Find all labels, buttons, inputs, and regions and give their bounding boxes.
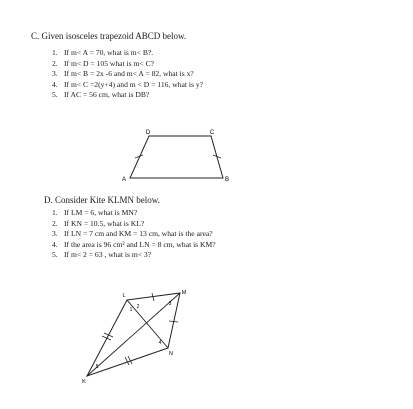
vertex-label-m: M bbox=[181, 290, 187, 296]
tick-kl-2 bbox=[104, 333, 113, 337]
question-item bbox=[52, 69, 203, 80]
diagonal-ln bbox=[127, 300, 168, 348]
section-d-questions bbox=[52, 208, 216, 261]
question-number: 5. bbox=[52, 90, 58, 100]
question-item bbox=[52, 219, 216, 230]
question-item bbox=[52, 90, 203, 101]
angle-label-4: 4 bbox=[158, 340, 162, 346]
vertex-label-n: N bbox=[169, 351, 173, 357]
question-text: If m< 2 = 63 , what is m< 3? bbox=[64, 250, 152, 260]
question-item bbox=[52, 48, 203, 59]
question-text: If m< B = 2x -6 and m< A = 82, what is x? bbox=[64, 69, 194, 79]
question-number: 2. bbox=[52, 218, 58, 228]
question-number: 5. bbox=[52, 250, 58, 260]
question-number: 1. bbox=[52, 48, 58, 57]
section-d-title: D. Consider Kite KLMN below. bbox=[44, 195, 160, 205]
question-number: 3. bbox=[52, 229, 58, 239]
vertex-label-a: A bbox=[121, 177, 127, 183]
question-text: If KN = 10.5, what is KL? bbox=[64, 218, 145, 228]
question-item bbox=[52, 80, 203, 91]
question-number: 1. bbox=[52, 208, 58, 217]
trapezoid-shape bbox=[130, 136, 223, 178]
question-number: 4. bbox=[52, 79, 58, 89]
vertex-label-b: B bbox=[224, 177, 230, 183]
angle-label-3: 3 bbox=[168, 301, 172, 307]
trapezoid-figure bbox=[110, 126, 230, 188]
section-c-questions bbox=[52, 48, 203, 101]
kite-figure bbox=[80, 288, 195, 388]
question-item bbox=[52, 250, 216, 261]
question-item bbox=[52, 229, 216, 240]
question-item bbox=[52, 59, 203, 70]
question-text: If LN = 7 cm and KM = 13 cm, what is the area? bbox=[64, 229, 213, 239]
vertex-label-l: L bbox=[122, 293, 126, 299]
angle-label-5: 5 bbox=[95, 364, 99, 370]
question-number: 2. bbox=[52, 58, 58, 68]
question-text: If LM = 6, what is MN? bbox=[64, 208, 138, 217]
vertex-label-k: K bbox=[82, 379, 86, 385]
question-text: If AC = 56 cm, what is DB? bbox=[64, 90, 150, 100]
angle-label-2: 2 bbox=[136, 304, 140, 310]
tick-kn-1 bbox=[125, 357, 129, 365]
angle-label-1: 1 bbox=[129, 307, 133, 313]
section-c-title: C. Given isosceles trapezoid ABCD below. bbox=[31, 31, 187, 41]
question-item bbox=[52, 240, 216, 251]
question-number: 4. bbox=[52, 239, 58, 249]
question-text: If m< C =2(y+4) and m < D = 116, what is y? bbox=[64, 79, 204, 89]
tick-kn-2 bbox=[128, 356, 132, 364]
question-item bbox=[52, 208, 216, 219]
diagonal-km bbox=[87, 293, 180, 376]
question-text: If the area is 96 cm² and LN = 8 cm, what is KM? bbox=[64, 239, 216, 249]
question-text: If m< D = 105 what is m< C? bbox=[64, 58, 155, 68]
vertex-label-c: C bbox=[209, 130, 215, 136]
question-text: If m< A = 70, what is m< B?. bbox=[64, 48, 154, 57]
vertex-label-d: D bbox=[145, 130, 151, 136]
tick-mn bbox=[169, 321, 178, 322]
question-number: 3. bbox=[52, 69, 58, 79]
